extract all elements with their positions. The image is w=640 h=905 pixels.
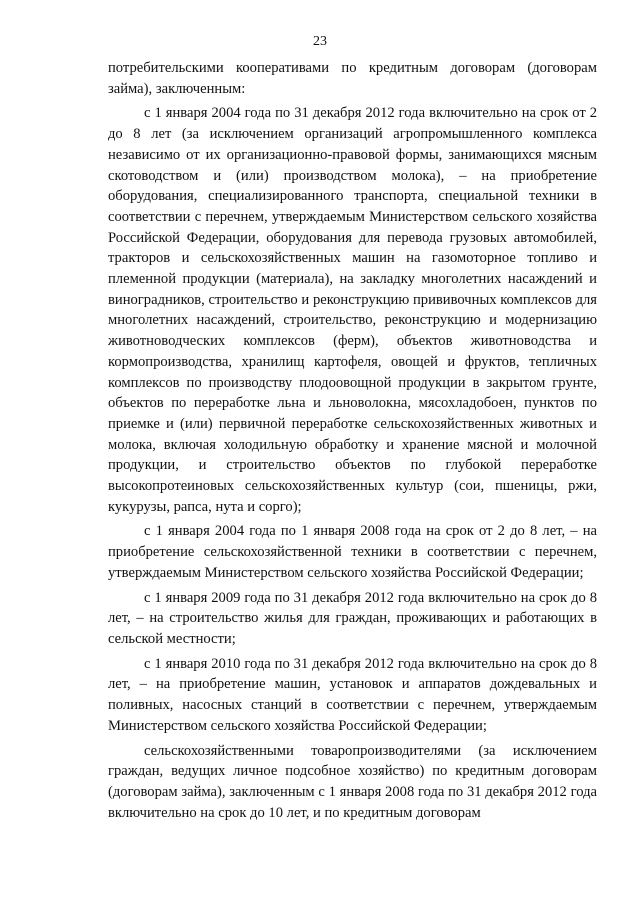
paragraph-2004-2008-machinery: с 1 января 2004 года по 1 января 2008 года на срок от 2 до 8 лет, – на приобретение сельскохозяйственной техники в соответствии с перечнем, утверждаемым Министерством сельского хозяйства Российской Федерации;	[108, 523, 597, 581]
paragraph-2010-2012-irrigation: с 1 января 2010 года по 31 декабря 2012 года включительно на срок до 8 лет, – на приобретение машин, установок и аппаратов дождевальных и поливных, насосных станций в соответствии с перечнем, утверждаемым Министерством сельского хозяйства Российской Федерации;	[108, 655, 597, 734]
paragraph-2004-2012-equipment: с 1 января 2004 года по 31 декабря 2012 года включительно на срок от 2 до 8 лет (за исключением организаций агропромышленного комплекса независимо от их организационно-правовой формы, занимающихся мясным скотоводством и (или) производством молока), – на приобретение оборудования, специализированного транспорта, специальной техники в соответствии с перечнем, утверждаемым Министерством сельского хозяйства Российской Федерации, оборудования для перевода грузовых автомобилей, тракторов и сельскохозяйственных машин на газомоторное топливо и племенной продукции (материала), на закладку многолетних насаждений и виноградников, строительство и реконструкцию прививочных комплексов для многолетних насаждений, строительство, реконструкцию и модернизацию животноводческих комплексов (ферм), объектов животноводства и кормопроизводства, хранилищ картофеля, овощей и фруктов, тепличных комплексов по производству плодоовощной продукции в закрытом грунте, объектов по переработке льна и льноволокна, мясохладобоен, пунктов по приемке и (или) первичной переработке сельскохозяйственных животных и молока, включая холодильную обработку и хранение мясной и молочной продукции, и строительство объектов по глубокой переработке высокопротеиновых сельскохозяйственных культур (сои, пшеницы, ржи, кукурузы, рапса, нута и сорго);	[108, 105, 597, 515]
page-number: 23	[313, 34, 327, 49]
paragraph-continuation: потребительскими кооперативами по кредитным договорам (договорам займа), заключенным:	[108, 60, 597, 97]
paragraph-2009-2012-housing: с 1 января 2009 года по 31 декабря 2012 года включительно на срок до 8 лет, – на строительство жилья для граждан, проживающих и работающих в сельской местности;	[108, 589, 597, 647]
body-text	[108, 58, 597, 827]
paragraph-producers-loans: сельскохозяйственными товаропроизводителями (за исключением граждан, ведущих личное подсобное хозяйство) по кредитным договорам (договорам займа), заключенным с 1 января 2008 года по 31 декабря 2012 года включительно на срок до 10 лет, и по кредитным договорам	[108, 742, 597, 821]
